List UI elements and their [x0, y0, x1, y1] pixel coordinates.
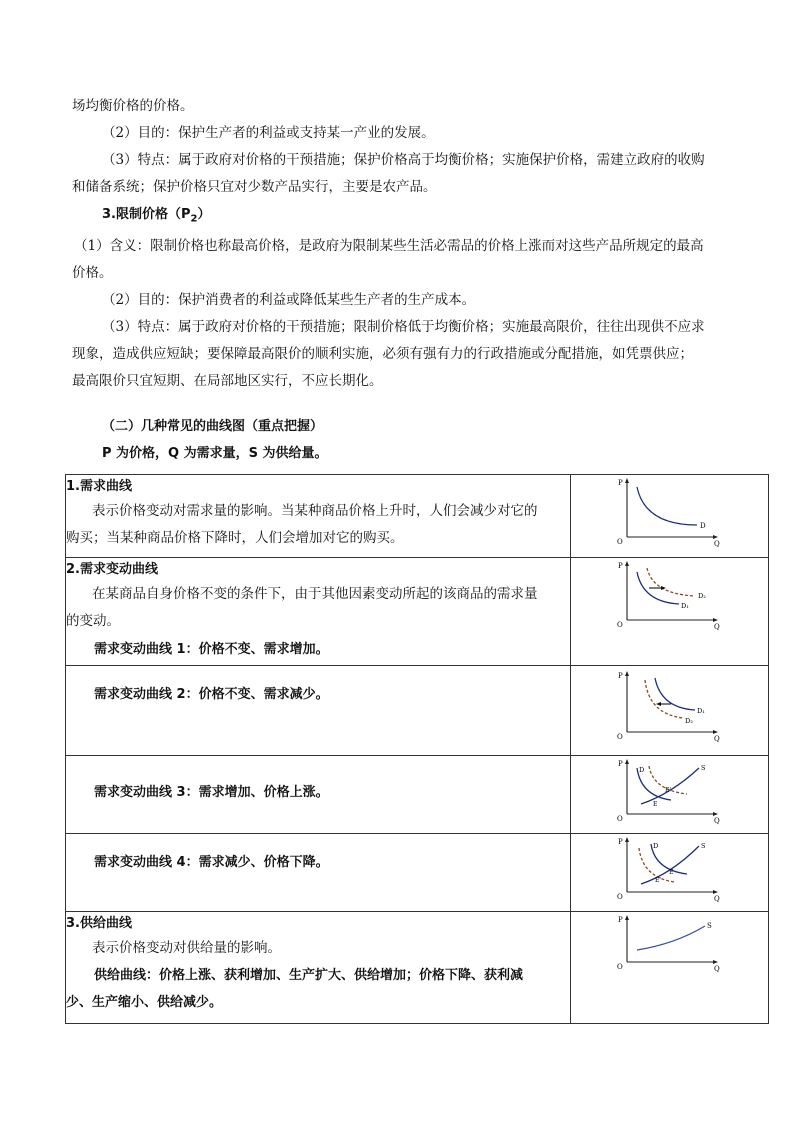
table-row: [66, 475, 769, 558]
axis-origin: O: [616, 733, 623, 741]
point-label-e2: E': [654, 877, 661, 884]
demand-decrease-price-down-figure: [615, 834, 725, 906]
curve-label-d: D: [638, 766, 644, 774]
paragraph-line: 最高限价只宜短期、在局部地区实行，不应长期化。: [72, 372, 383, 389]
table-row: [66, 834, 769, 912]
paragraph-line: 价格。: [72, 264, 113, 281]
row-figure: [571, 475, 769, 558]
row-figure: [571, 756, 769, 834]
axis-label-q: Q: [713, 623, 720, 631]
row-title: 3.供给曲线: [66, 916, 132, 931]
axis-origin: O: [616, 963, 623, 971]
curve-label-d: D: [652, 842, 658, 850]
row-description: [66, 834, 571, 912]
point-label-e2: E': [664, 787, 671, 794]
row-text: 的变动。: [66, 613, 120, 629]
row-figure: [571, 666, 769, 756]
subheading-text: 3.限制价格（P: [102, 207, 191, 222]
axis-label-p: P: [617, 838, 623, 846]
axis-label-p: P: [617, 760, 623, 768]
subheading-limit-price: [72, 201, 732, 233]
row-text: 购买；当某种商品价格下降时，人们会增加对它的购买。: [66, 530, 404, 546]
supply-curve-line: [637, 926, 705, 950]
axis-origin: O: [616, 538, 623, 546]
table-row: [66, 558, 769, 666]
row-text: 表示价格变动对供给量的影响。: [92, 940, 281, 956]
row-figure: [571, 834, 769, 912]
paragraph-line: 现象，造成供应短缺；要保障最高限价的顺利实施，必须有强有力的行政措施或分配措施，如凭票供应；: [72, 345, 693, 362]
axis-label-p: P: [617, 479, 623, 487]
axis-label-q: Q: [713, 817, 720, 825]
curve-label-d2: D₂: [697, 592, 706, 600]
demand-curve-line: [637, 487, 697, 525]
point-label-e: E: [652, 801, 657, 808]
axis-label-q: Q: [713, 895, 720, 903]
curve-label-d2: D₂: [684, 717, 693, 725]
curve-label-s: S: [706, 922, 712, 930]
row-text: 在某商品自身价格不变的条件下，由于其他因素变动所起的该商品的需求量: [92, 586, 538, 602]
paragraph-line: （2）目的：保护消费者的利益或降低某些生产者的生产成本。: [102, 291, 476, 308]
row-subtitle: 需求变动曲线 3：需求增加、价格上涨。: [94, 785, 329, 800]
paragraph-line: 和储备系统；保护价格只宜对少数产品实行，主要是农产品。: [72, 179, 437, 195]
axis-label-p: P: [617, 672, 623, 680]
demand-curve-figure: [615, 475, 725, 553]
legend-line: P 为价格，Q 为需求量，S 为供给量。: [102, 445, 328, 461]
paragraph-line: （3）特点：属于政府对价格的干预措施；限制价格低于均衡价格；实施最高限价，往往出现供不应求: [102, 318, 705, 335]
paragraph-line: （2）目的：保护生产者的利益或支持某一产业的发展。: [102, 125, 435, 141]
row-subtitle: 少、生产缩小、供给减少。: [66, 995, 223, 1010]
curve-label-d1: D₁: [696, 707, 705, 715]
row-subtitle: 需求变动曲线 4：需求减少、价格下降。: [94, 855, 329, 870]
row-figure: [571, 558, 769, 666]
table-row: [66, 666, 769, 756]
row-figure: [571, 912, 769, 1024]
axis-origin: O: [616, 815, 623, 823]
row-description: [66, 666, 571, 756]
paragraph-line: 场均衡价格的价格。: [72, 98, 194, 114]
section-heading: （二）几种常见的曲线图（重点把握）: [102, 418, 324, 434]
curve-label-s: S: [700, 842, 706, 850]
curve-label-s: S: [700, 764, 706, 772]
axis-origin: O: [616, 893, 623, 901]
row-description: [66, 912, 571, 1024]
demand-decrease-figure: [615, 666, 725, 750]
demand-increase-figure: [615, 558, 725, 640]
axis-origin: O: [616, 621, 623, 629]
row-title: 1.需求曲线: [66, 479, 132, 494]
axis-label-p: P: [617, 916, 623, 924]
table-row: [66, 756, 769, 834]
row-description: [66, 756, 571, 834]
body-text: [72, 93, 732, 467]
row-text: 表示价格变动对需求量的影响。当某种商品价格上升时，人们会减少对它的: [92, 503, 538, 519]
axis-label-p: P: [617, 562, 623, 570]
subheading-subscript: 2: [190, 213, 198, 225]
row-subtitle: 需求变动曲线 2：价格不变、需求减少。: [94, 687, 329, 702]
row-description: [66, 475, 571, 558]
curve-label-d: D: [699, 522, 706, 530]
supply-curve-figure: [615, 912, 725, 982]
row-subtitle: 供给曲线：价格上涨、获利增加、生产扩大、供给增加；价格下降、获利减: [94, 968, 524, 983]
axis-label-q: Q: [713, 735, 720, 743]
axis-label-q: Q: [713, 540, 720, 548]
axis-label-q: Q: [713, 965, 720, 973]
row-title: 2.需求变动曲线: [66, 562, 158, 577]
paragraph-line: （1）含义：限制价格也称最高价格，是政府为限制某些生活必需品的价格上涨而对这些产品所规定的最高: [74, 237, 704, 254]
row-subtitle: 需求变动曲线 1：价格不变、需求增加。: [94, 642, 329, 657]
row-description: [66, 558, 571, 666]
curves-table: [65, 474, 769, 1024]
paragraph-line: （3）特点：属于政府对价格的干预措施；保护价格高于均衡价格；实施保护价格，需建立政府的收购: [102, 152, 705, 168]
curve-label-d1: D₁: [680, 602, 689, 610]
subheading-end: ）: [197, 207, 211, 222]
point-label-e: E: [668, 869, 673, 876]
table-row: [66, 912, 769, 1024]
demand-increase-price-up-figure: [615, 756, 725, 828]
